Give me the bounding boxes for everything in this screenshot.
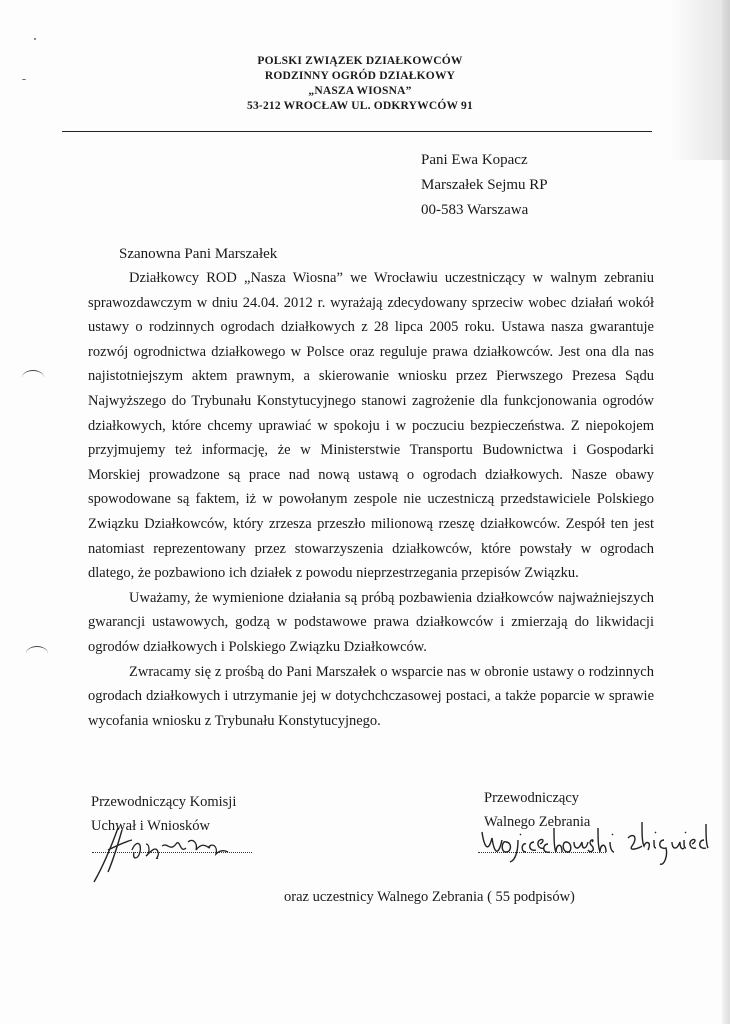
letterhead bbox=[200, 54, 520, 114]
letterhead-address: 53-212 WROCŁAW UL. ODKRYWCÓW 91 bbox=[247, 100, 473, 112]
handwritten-signature-left bbox=[88, 820, 258, 890]
scan-speck bbox=[22, 79, 26, 80]
letterhead-organization: POLSKI ZWIĄZEK DZIAŁKOWCÓW bbox=[257, 55, 463, 67]
addressee-city: 00-583 Warszawa bbox=[421, 202, 529, 218]
body-paragraph: Działkowcy ROD „Nasza Wiosna” we Wrocławiu uczestniczący w walnym zebraniu sprawozdawczym w dniu 24.04. 2012 r. wyrażają zdecydowany sprzeciw wobec działań wokół ustawy o rodzinnych ogrodach działkowych z 28 lipca 2005 roku. Ustawa nasza gwarantuje rozwój ogrodnictwa działkowego w Polsce oraz reguluje prawa działkowców. Jest ona dla nas najistotniejszym aktem prawnym, a skierowanie wniosku przez Pierwszego Prezesa Sądu Najwyższego do Trybunału Konstytucyjnego stanowi zagrożenie dla funkcjonowania ogrodów działkowych, które chcemy uprawiać w spokoju i w poczuciu bezpieczeństwa. Z niepokojem przyjmujemy też informację, że w Ministerstwie Transportu Budownictwa i Gospodarki Morskiej prowadzone są prace nad nową ustawą o ogrodach działkowych. Nasze obawy spowodowane są faktem, iż w powołanym zespole nie uczestniczą przedstawiciele Polskiego Związku Działkowców, który zrzesza przeszło milionową rzeszę działkowców. Zespół ten jest natomiast reprezentowany przez stowarzyszenia działkowców, które powstały w ogrodach dlatego, że pozbawiono ich działek z powodu nieprzestrzegania przepisów Związku. bbox=[88, 270, 654, 582]
signature-title-left: Przewodniczący Komisji bbox=[91, 794, 237, 810]
scan-speck bbox=[34, 38, 36, 40]
greeting: Szanowna Pani Marszałek bbox=[119, 246, 278, 262]
body-paragraph: Zwracamy się z prośbą do Pani Marszałek o wsparcie nas w obronie ustawy o rodzinnych ogrodach działkowych i utrzymanie jej w dotychchczasowej postaci, a także poparcie w sprawie wycofania wniosku z Trybunału Konstytucyjnego. bbox=[88, 663, 654, 729]
handwritten-signature-right bbox=[478, 814, 714, 874]
letterhead-garden: RODZINNY OGRÓD DZIAŁKOWY bbox=[264, 70, 456, 82]
footer-participants: oraz uczestnicy Walnego Zebrania ( 55 podpisów) bbox=[284, 889, 575, 905]
punch-hole-mark bbox=[26, 646, 48, 661]
header-divider bbox=[62, 131, 652, 132]
signature-subtitle-right: Walnego Zebrania bbox=[484, 814, 591, 830]
addressee-role: Marszałek Sejmu RP bbox=[421, 177, 548, 193]
signature-subtitle-left: Uchwał i Wniosków bbox=[91, 818, 210, 834]
letter-body bbox=[88, 266, 654, 733]
scan-shadow bbox=[670, 0, 730, 160]
punch-hole-mark bbox=[22, 370, 44, 385]
body-paragraph: Uważamy, że wymienione działania są próbą pozbawienia działkowców najważniejszych gwarancji ustawowych, godzą w podstawowe prawa działkowców i zmierzają do likwidacji ogrodów działkowych i Polskiego Związku Działkowców. bbox=[88, 589, 654, 655]
addressee-block bbox=[421, 148, 548, 223]
signature-title-right: Przewodniczący bbox=[484, 790, 580, 806]
letterhead-garden-name: „NASZA WIOSNA” bbox=[308, 85, 412, 97]
addressee-name: Pani Ewa Kopacz bbox=[421, 152, 528, 168]
